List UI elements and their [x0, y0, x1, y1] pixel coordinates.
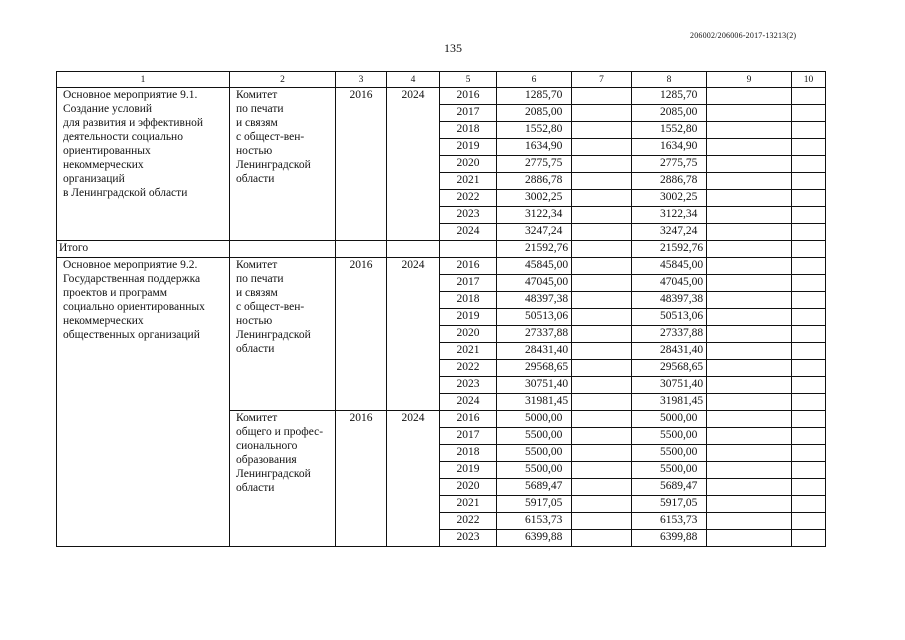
col9-cell: [707, 309, 792, 326]
col9-cell: [707, 530, 792, 547]
col7-cell: [572, 496, 632, 513]
col9-cell: [707, 343, 792, 360]
col10-cell: [792, 309, 826, 326]
col-header-10: 10: [792, 72, 826, 88]
year-cell: 2019: [440, 309, 497, 326]
col9-cell: [707, 377, 792, 394]
executor-cell: Комитет общего и профес- сионального образования Ленинградской области: [230, 411, 336, 547]
col7-cell: [572, 88, 632, 105]
col9-cell: [707, 258, 792, 275]
start-year-cell: 2016: [336, 258, 387, 411]
total-empty: [792, 241, 826, 258]
budget-table: [56, 71, 826, 547]
col10-cell: [792, 207, 826, 224]
total-amount-cell: 5000,00: [632, 411, 707, 428]
year-cell: 2018: [440, 292, 497, 309]
col9-cell: [707, 139, 792, 156]
col9-cell: [707, 360, 792, 377]
col7-cell: [572, 360, 632, 377]
col7-cell: [572, 275, 632, 292]
col10-cell: [792, 173, 826, 190]
col10-cell: [792, 258, 826, 275]
document-id: 206002/206006-2017-13213(2): [690, 31, 797, 40]
total-amount-cell: 1634,90: [632, 139, 707, 156]
total-amount-cell: 6153,73: [632, 513, 707, 530]
amount-cell: 29568,65: [497, 360, 572, 377]
year-cell: 2021: [440, 343, 497, 360]
col9-cell: [707, 292, 792, 309]
amount-cell: 30751,40: [497, 377, 572, 394]
total-empty: [440, 241, 497, 258]
year-cell: 2021: [440, 496, 497, 513]
col9-cell: [707, 224, 792, 241]
year-cell: 2023: [440, 530, 497, 547]
year-cell: 2016: [440, 258, 497, 275]
col9-cell: [707, 190, 792, 207]
total-amount-cell: 5917,05: [632, 496, 707, 513]
col9-cell: [707, 513, 792, 530]
total-amount-cell: 45845,00: [632, 258, 707, 275]
col7-cell: [572, 173, 632, 190]
amount-cell: 3247,24: [497, 224, 572, 241]
col10-cell: [792, 428, 826, 445]
year-cell: 2017: [440, 105, 497, 122]
amount-cell: 5500,00: [497, 428, 572, 445]
year-cell: 2016: [440, 411, 497, 428]
col7-cell: [572, 292, 632, 309]
year-cell: 2022: [440, 360, 497, 377]
total-amount-cell: 5689,47: [632, 479, 707, 496]
total-amount-cell: 21592,76: [497, 241, 572, 258]
col7-cell: [572, 156, 632, 173]
col10-cell: [792, 224, 826, 241]
total-amount-cell: 2085,00: [632, 105, 707, 122]
col10-cell: [792, 88, 826, 105]
year-cell: 2023: [440, 207, 497, 224]
col7-cell: [572, 309, 632, 326]
col10-cell: [792, 360, 826, 377]
col7-cell: [572, 224, 632, 241]
col7-cell: [572, 394, 632, 411]
year-cell: 2018: [440, 445, 497, 462]
col9-cell: [707, 122, 792, 139]
amount-cell: 5689,47: [497, 479, 572, 496]
executor-cell: Комитет по печати и связям с общест-вен- ностью Ленинградской области: [230, 258, 336, 411]
col7-cell: [572, 122, 632, 139]
total-empty: [387, 241, 440, 258]
col10-cell: [792, 479, 826, 496]
year-cell: 2020: [440, 326, 497, 343]
col7-cell: [572, 445, 632, 462]
total-amount-cell: 5500,00: [632, 428, 707, 445]
col9-cell: [707, 496, 792, 513]
col7-cell: [572, 343, 632, 360]
total-amount-cell: 5500,00: [632, 445, 707, 462]
year-cell: 2016: [440, 88, 497, 105]
year-cell: 2024: [440, 224, 497, 241]
amount-cell: 1285,70: [497, 88, 572, 105]
col7-cell: [572, 326, 632, 343]
col9-cell: [707, 207, 792, 224]
table-row: [57, 88, 826, 105]
total-empty: [336, 241, 387, 258]
col7-cell: [572, 530, 632, 547]
total-empty: [572, 241, 632, 258]
total-amount-cell: 50513,06: [632, 309, 707, 326]
end-year-cell: 2024: [387, 411, 440, 547]
col9-cell: [707, 156, 792, 173]
total-amount-cell: 6399,88: [632, 530, 707, 547]
total-amount-cell: 21592,76: [632, 241, 707, 258]
col10-cell: [792, 105, 826, 122]
total-amount-cell: 27337,88: [632, 326, 707, 343]
total-amount-cell: 28431,40: [632, 343, 707, 360]
amount-cell: 28431,40: [497, 343, 572, 360]
col-header-1: 1: [57, 72, 230, 88]
total-amount-cell: 2775,75: [632, 156, 707, 173]
col7-cell: [572, 105, 632, 122]
start-year-cell: 2016: [336, 411, 387, 547]
col9-cell: [707, 275, 792, 292]
col-header-9: 9: [707, 72, 792, 88]
start-year-cell: 2016: [336, 88, 387, 241]
col10-cell: [792, 496, 826, 513]
col7-cell: [572, 428, 632, 445]
year-cell: 2023: [440, 377, 497, 394]
col-header-7: 7: [572, 72, 632, 88]
amount-cell: 31981,45: [497, 394, 572, 411]
year-cell: 2020: [440, 156, 497, 173]
col7-cell: [572, 377, 632, 394]
amount-cell: 2085,00: [497, 105, 572, 122]
total-amount-cell: 3002,25: [632, 190, 707, 207]
year-cell: 2022: [440, 513, 497, 530]
amount-cell: 5917,05: [497, 496, 572, 513]
col10-cell: [792, 292, 826, 309]
year-cell: 2019: [440, 462, 497, 479]
total-amount-cell: 1285,70: [632, 88, 707, 105]
col10-cell: [792, 122, 826, 139]
year-cell: 2018: [440, 122, 497, 139]
year-cell: 2024: [440, 394, 497, 411]
col7-cell: [572, 462, 632, 479]
year-cell: 2021: [440, 173, 497, 190]
total-row: [57, 241, 826, 258]
col10-cell: [792, 462, 826, 479]
col10-cell: [792, 411, 826, 428]
total-empty: [707, 241, 792, 258]
col9-cell: [707, 88, 792, 105]
amount-cell: 1552,80: [497, 122, 572, 139]
col10-cell: [792, 530, 826, 547]
col10-cell: [792, 445, 826, 462]
total-amount-cell: 31981,45: [632, 394, 707, 411]
col9-cell: [707, 394, 792, 411]
col7-cell: [572, 513, 632, 530]
col9-cell: [707, 326, 792, 343]
total-amount-cell: 5500,00: [632, 462, 707, 479]
executor-cell: Комитет по печати и связям с общест-вен- ностью Ленинградской области: [230, 88, 336, 241]
total-amount-cell: 3122,34: [632, 207, 707, 224]
total-amount-cell: 48397,38: [632, 292, 707, 309]
activity-cell: Основное мероприятие 9.1. Создание условий для развития и эффективной деятельности социально ориентированных некоммерческих организаций в Ленинградской области: [57, 88, 230, 241]
amount-cell: 2775,75: [497, 156, 572, 173]
amount-cell: 6399,88: [497, 530, 572, 547]
amount-cell: 5500,00: [497, 462, 572, 479]
col10-cell: [792, 377, 826, 394]
year-cell: 2020: [440, 479, 497, 496]
col-header-5: 5: [440, 72, 497, 88]
amount-cell: 5500,00: [497, 445, 572, 462]
col7-cell: [572, 411, 632, 428]
year-cell: 2022: [440, 190, 497, 207]
col10-cell: [792, 343, 826, 360]
col7-cell: [572, 139, 632, 156]
col9-cell: [707, 445, 792, 462]
year-cell: 2019: [440, 139, 497, 156]
total-amount-cell: 2886,78: [632, 173, 707, 190]
total-empty: [230, 241, 336, 258]
total-amount-cell: 1552,80: [632, 122, 707, 139]
year-cell: 2017: [440, 428, 497, 445]
col-header-8: 8: [632, 72, 707, 88]
year-cell: 2017: [440, 275, 497, 292]
col7-cell: [572, 479, 632, 496]
total-amount-cell: 3247,24: [632, 224, 707, 241]
col7-cell: [572, 190, 632, 207]
total-amount-cell: 30751,40: [632, 377, 707, 394]
activity-cell: Основное мероприятие 9.2. Государственная поддержка проектов и программ социально ориентированных некоммерческих общественных организаций: [57, 258, 230, 547]
header-row: [57, 72, 826, 88]
amount-cell: 48397,38: [497, 292, 572, 309]
amount-cell: 6153,73: [497, 513, 572, 530]
col-header-4: 4: [387, 72, 440, 88]
amount-cell: 1634,90: [497, 139, 572, 156]
col10-cell: [792, 190, 826, 207]
col7-cell: [572, 258, 632, 275]
col10-cell: [792, 326, 826, 343]
amount-cell: 2886,78: [497, 173, 572, 190]
amount-cell: 45845,00: [497, 258, 572, 275]
col10-cell: [792, 394, 826, 411]
table-row: [57, 258, 826, 275]
end-year-cell: 2024: [387, 258, 440, 411]
col7-cell: [572, 207, 632, 224]
amount-cell: 3122,34: [497, 207, 572, 224]
col9-cell: [707, 173, 792, 190]
total-amount-cell: 29568,65: [632, 360, 707, 377]
col9-cell: [707, 428, 792, 445]
page-number: 135: [444, 41, 462, 55]
amount-cell: 50513,06: [497, 309, 572, 326]
col9-cell: [707, 479, 792, 496]
col10-cell: [792, 139, 826, 156]
total-label: Итого: [57, 241, 230, 258]
col9-cell: [707, 105, 792, 122]
total-amount-cell: 47045,00: [632, 275, 707, 292]
col10-cell: [792, 275, 826, 292]
col10-cell: [792, 513, 826, 530]
col-header-2: 2: [230, 72, 336, 88]
amount-cell: 5000,00: [497, 411, 572, 428]
amount-cell: 47045,00: [497, 275, 572, 292]
col-header-6: 6: [497, 72, 572, 88]
end-year-cell: 2024: [387, 88, 440, 241]
col9-cell: [707, 411, 792, 428]
col10-cell: [792, 156, 826, 173]
col-header-3: 3: [336, 72, 387, 88]
amount-cell: 3002,25: [497, 190, 572, 207]
amount-cell: 27337,88: [497, 326, 572, 343]
col9-cell: [707, 462, 792, 479]
